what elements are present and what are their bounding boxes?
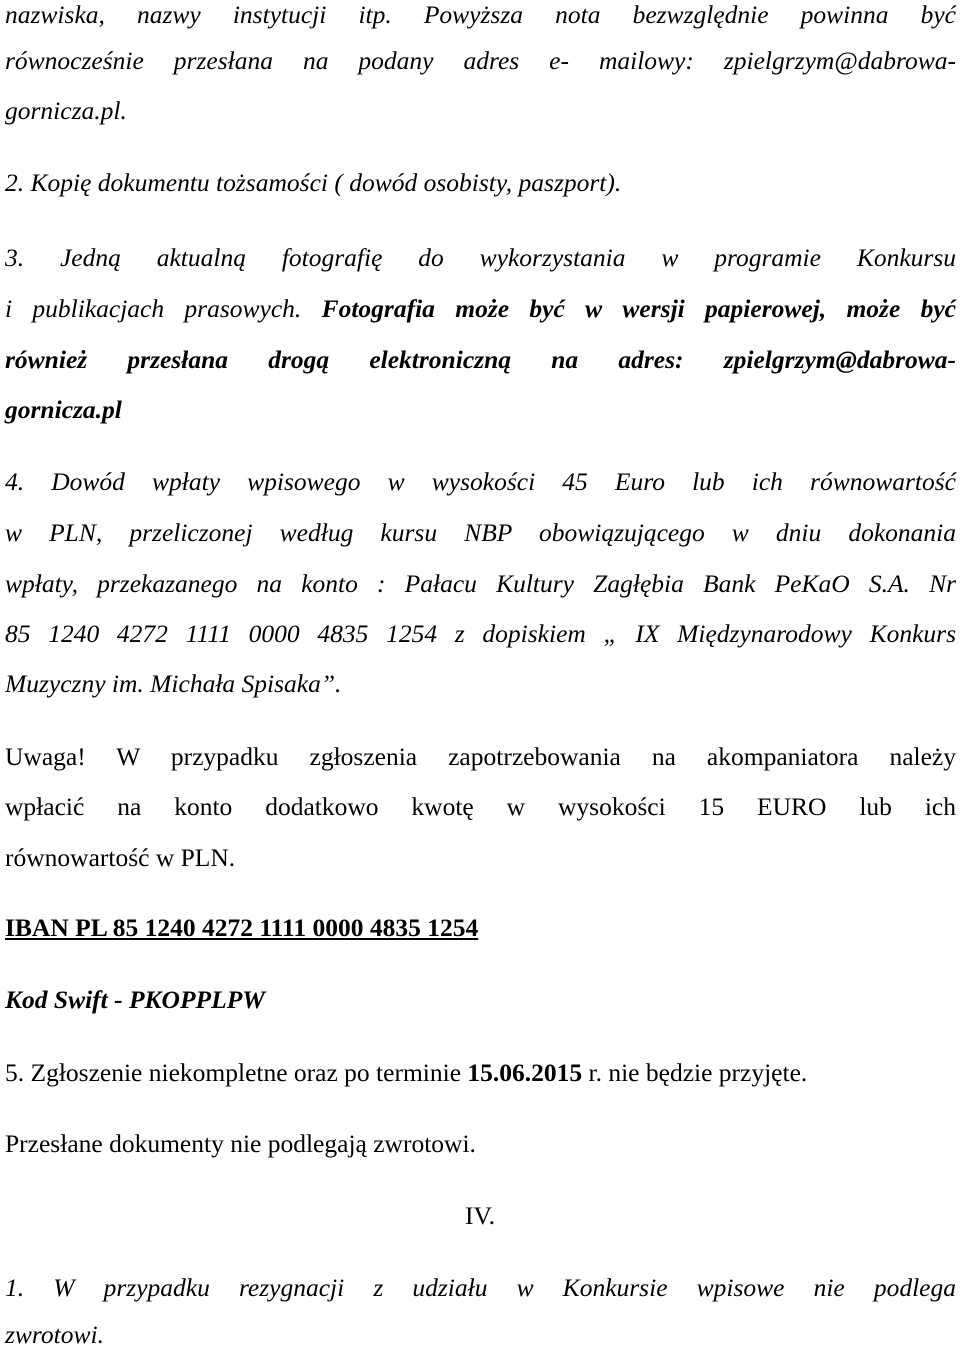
list-item-4-line: 85 1240 4272 1111 0000 4835 1254 z dopiskiem „ IX Międzynarodowy Konkurs xyxy=(5,619,956,648)
paragraph-line: nazwiska, nazwy instytucji itp. Powyższa nota bezwzględnie powinna być xyxy=(5,0,956,29)
list-item-4-line: 4. Dowód wpłaty wpisowego w wysokości 45 Euro lub ich równowartość xyxy=(5,467,956,496)
text-bold: Fotografia może być w wersji papierowej, może być xyxy=(321,294,956,323)
list-item-3-line: gornicza.pl xyxy=(5,395,122,424)
list-item-2: 2. Kopię dokumentu tożsamości ( dowód osobisty, paszport). xyxy=(5,168,622,197)
uwaga-line: równowartość w PLN. xyxy=(5,843,236,872)
returns-note: Przesłane dokumenty nie podlegają zwrotowi. xyxy=(5,1129,476,1158)
paragraph-line: gornicza.pl. xyxy=(5,96,127,125)
uwaga-line: Uwaga! W przypadku zgłoszenia zapotrzebowania na akompaniatora należy xyxy=(5,742,956,771)
iban-line: IBAN PL 85 1240 4272 1111 0000 4835 1254 xyxy=(5,913,479,942)
paragraph-line: równocześnie przesłana na podany adres e- mailowy: zpielgrzym@dabrowa- xyxy=(5,46,956,75)
section-heading: IV. xyxy=(465,1201,495,1230)
section-4-item-1-line: 1. W przypadku rezygnacji z udziału w Konkursie wpisowe nie podlega xyxy=(5,1273,956,1302)
list-item-4-line: wpłaty, przekazanego na konto : Pałacu Kultury Zagłębia Bank PeKaO S.A. Nr xyxy=(5,569,956,598)
list-item-4-line: Muzyczny im. Michała Spisaka”. xyxy=(5,669,342,698)
uwaga-line: wpłacić na konto dodatkowo kwotę w wysokości 15 EURO lub ich xyxy=(5,792,956,821)
list-item-4-line: w PLN, przeliczonej według kursu NBP obowiązującego w dniu dokonania xyxy=(5,518,956,547)
text-normal: i publikacjach prasowych. xyxy=(5,294,322,323)
swift-line: Kod Swift - PKOPPLPW xyxy=(5,985,265,1014)
list-item-3-line: również przesłana drogą elektroniczną na adres: zpielgrzym@dabrowa- xyxy=(5,345,956,374)
section-4-item-1-line: zwrotowi. xyxy=(5,1320,104,1349)
list-item-5 xyxy=(5,1058,956,1088)
text-normal: 5. Zgłoszenie niekompletne oraz po terminie xyxy=(5,1058,468,1087)
list-item-3-line: 3. Jedną aktualną fotografię do wykorzystania w programie Konkursu xyxy=(5,243,956,272)
deadline-date: 15.06.2015 xyxy=(467,1058,583,1087)
text-normal: r. nie będzie przyjęte. xyxy=(582,1058,808,1087)
list-item-3-line xyxy=(5,294,956,324)
